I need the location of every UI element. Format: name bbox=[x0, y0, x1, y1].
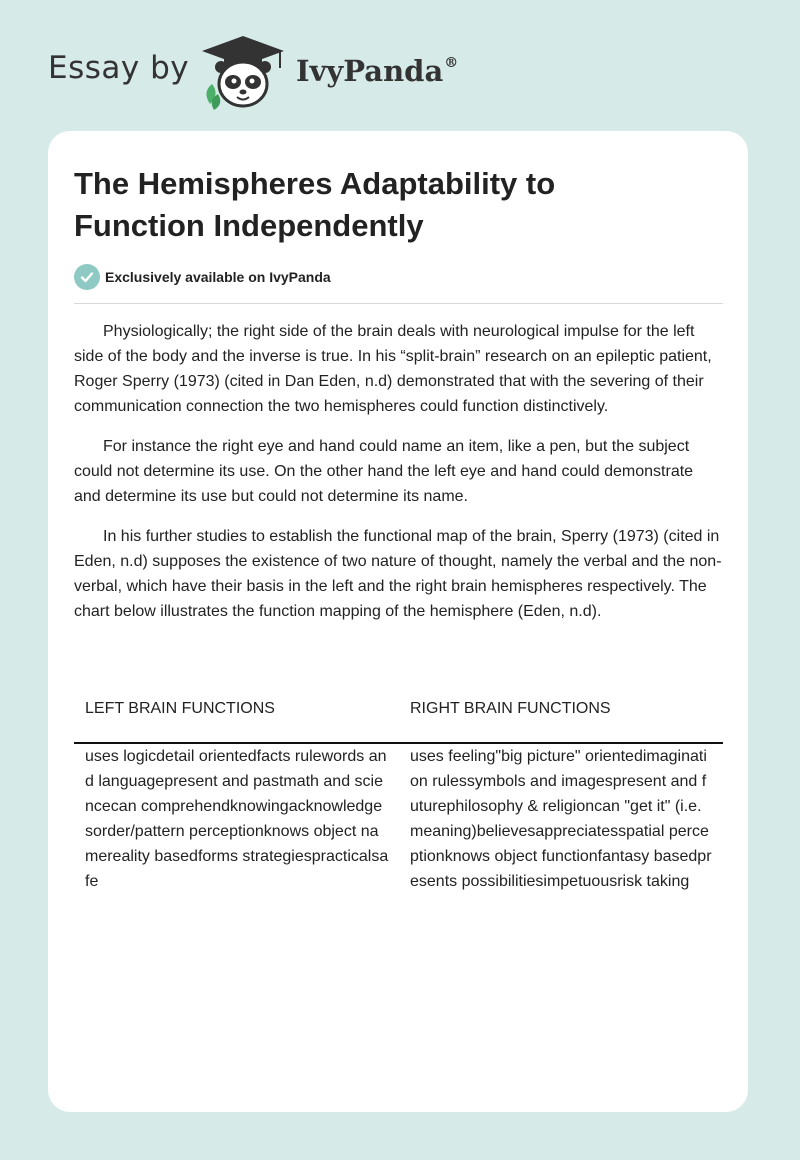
table-header-row bbox=[74, 691, 723, 743]
paragraph: In his further studies to establish the functional map of the brain, Sperry (1973) (cited in Eden, n.d) supposes the existence of two nature of thought, namely the verbal and the non-verbal, which have their basis in the left and the right brain hemispheres respectively. The chart below illustrates the function mapping of the hemisphere (Eden, n.d). bbox=[74, 528, 722, 620]
panda-graduate-logo-icon[interactable] bbox=[198, 34, 288, 112]
essay-body bbox=[74, 319, 724, 639]
essay-by-label: Essay by bbox=[48, 50, 190, 86]
essay-card bbox=[48, 131, 748, 1112]
site-header bbox=[48, 34, 548, 114]
page-title: The Hemispheres Adaptability to Function Independently bbox=[74, 166, 556, 243]
brand-name: IvyPanda® bbox=[296, 54, 459, 88]
paragraph: Physiologically; the right side of the brain deals with neurological impulse for the left side of the body and the inverse is true. In his “split-brain” research on an epileptic patient, Roger Sperry (1973) (cited in Dan Eden, n.d) demonstrated that with the severing of their communication connection the two hemispheres could function distinctively. bbox=[74, 323, 712, 415]
exclusive-label: Exclusively available on IvyPanda bbox=[105, 269, 331, 285]
exclusive-badge bbox=[74, 264, 331, 290]
right-brain-header: RIGHT BRAIN FUNCTIONS bbox=[399, 691, 723, 743]
check-circle-icon bbox=[74, 264, 100, 290]
left-brain-functions: uses logicdetail orientedfacts rulewords and languagepresent and pastmath and sciencecan comprehendknowingacknowledgesorder/pattern perceptionknows object namereality basedforms strategiespracticalsafe bbox=[85, 748, 389, 890]
paragraph: For instance the right eye and hand could name an item, like a pen, but the subject could not determine its use. On the other hand the left eye and hand could demonstrate and determine its use but could not determine its name. bbox=[74, 438, 694, 505]
divider bbox=[74, 303, 723, 304]
left-brain-header: LEFT BRAIN FUNCTIONS bbox=[74, 691, 399, 743]
table-row bbox=[74, 743, 723, 894]
registered-mark: ® bbox=[444, 55, 459, 71]
right-brain-functions: uses feeling"big picture" orientedimagination rulessymbols and imagespresent and futurephilosophy & religioncan "get it" (i.e. meaning)believesappreciatesspatial perceptionknows object functionfantasy basedpresents possibilitiesimpetuousrisk taking bbox=[410, 748, 712, 890]
brain-functions-table bbox=[74, 691, 723, 894]
